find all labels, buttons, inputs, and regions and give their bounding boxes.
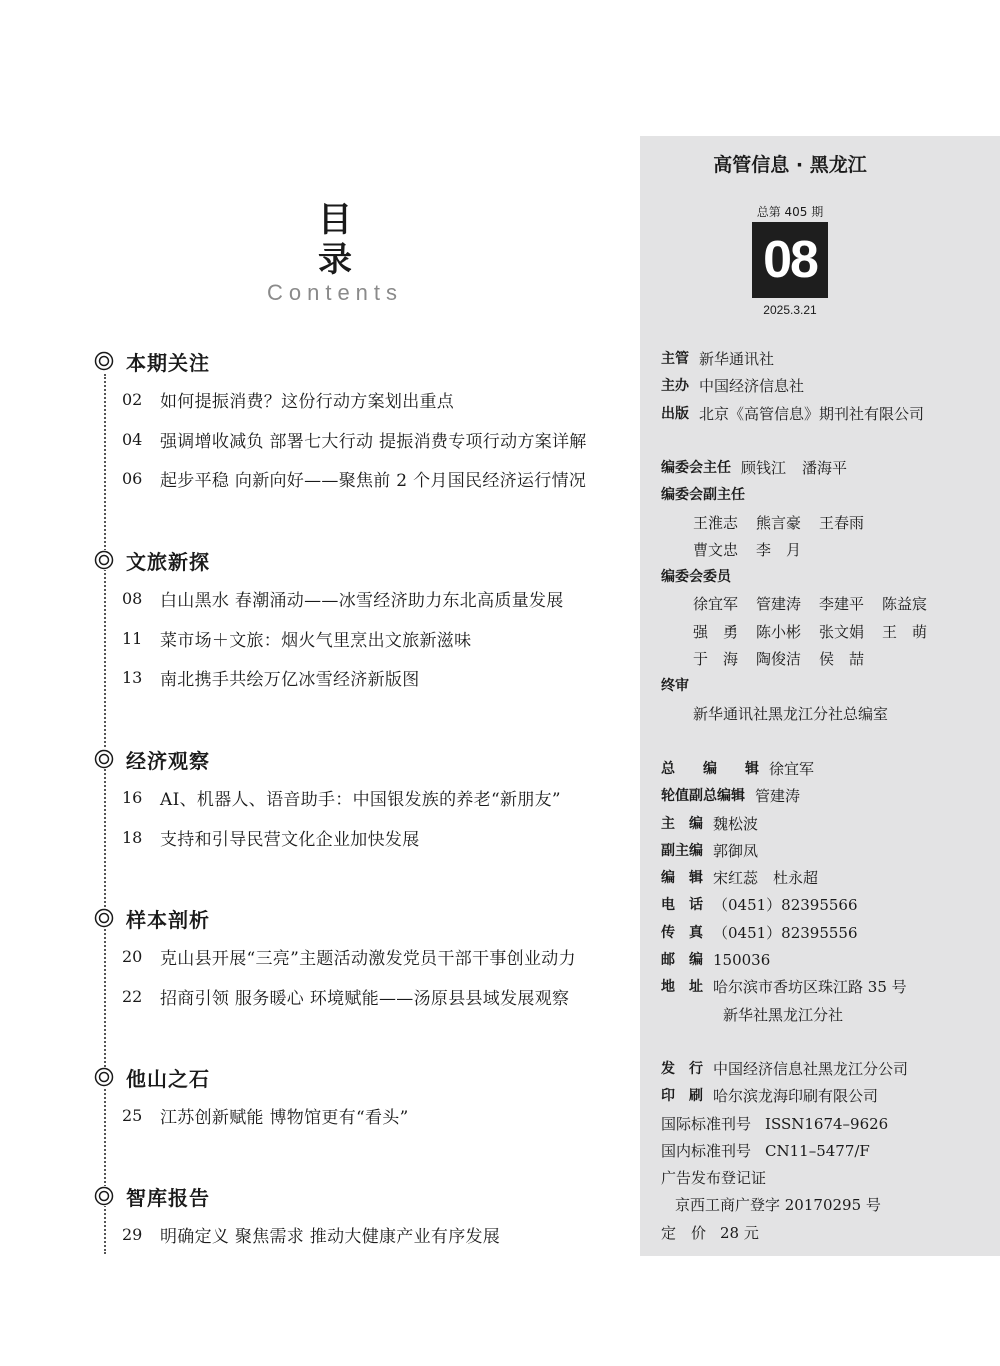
- double-circle-bullet-icon: [94, 749, 114, 769]
- toc-title-en: Contents: [266, 280, 404, 305]
- toc-entry-page: 04: [122, 429, 143, 449]
- toc-section-header: [94, 903, 576, 933]
- toc-section-title: 样本剖析: [126, 907, 210, 932]
- toc-section: [94, 545, 564, 698]
- double-circle-bullet-icon: [94, 351, 114, 371]
- toc-entry-page: 22: [122, 986, 143, 1006]
- editorial-row: 电 话 （0451）82395566: [661, 896, 858, 915]
- toc-section-header: [94, 545, 564, 575]
- toc-section-title: 经济观察: [126, 748, 210, 773]
- publisher-block: [661, 346, 924, 428]
- issn-row: 国际标准刊号 ISSN1674–9626: [661, 1114, 889, 1133]
- committee-names-row: 徐宜军 管建涛 李建平 陈益宸: [693, 595, 928, 614]
- final-review-label: 终审: [661, 678, 689, 695]
- toc-entry[interactable]: [94, 420, 587, 460]
- toc-entry-page: 29: [122, 1225, 143, 1245]
- toc-entry[interactable]: [94, 937, 576, 977]
- toc-entry-title: 白山黑水 春潮涌动——冰雪经济助力东北高质量发展: [160, 591, 564, 612]
- publisher-row: 出版 北京《高管信息》期刊社有限公司: [661, 404, 925, 423]
- toc-section-header: [94, 1062, 409, 1092]
- toc-entry[interactable]: [94, 1096, 409, 1136]
- toc-entry-title: 江苏创新赋能 博物馆更有“看头”: [160, 1108, 409, 1129]
- toc-entry-title: 克山县开展“三亮”主题活动激发党员干部干事创业动力: [160, 949, 576, 970]
- total-issue-number: 总第 405 期: [756, 205, 824, 219]
- magazine-name: 高管信息 · 黑龙江: [713, 154, 867, 176]
- toc-entry-title: 起步平稳 向新向好——聚焦前 2 个月国民经济运行情况: [160, 471, 587, 492]
- editorial-row: 主 编 魏松波: [661, 814, 759, 833]
- toc-section-title: 他山之石: [126, 1066, 210, 1091]
- toc-section: [94, 744, 561, 857]
- toc-entry[interactable]: [94, 977, 576, 1017]
- double-circle-bullet-icon: [94, 1067, 114, 1087]
- toc-entry-title: 南北携手共绘万亿冰雪经济新版图: [160, 670, 420, 691]
- double-circle-bullet-icon: [94, 550, 114, 570]
- toc-section-header: [94, 346, 587, 376]
- editorial-block: [661, 756, 907, 1029]
- committee-block: 编委会主任 顾钱江 潘海平 编委会副主任 王淮志 熊言豪 王春雨 曹文忠 李 月 编委会委员 徐宜军 管建涛 李建平 陈益宸 强 勇 陈小彬 张文娟 王 萌 于 海 陶俊洁 侯 喆 终审 新华通讯社黑龙江分社总编室: [661, 455, 945, 728]
- committee-deputy-label: 编委会副主任: [661, 487, 745, 504]
- toc-heading: [250, 200, 438, 306]
- toc-entry[interactable]: [94, 818, 561, 858]
- toc-entry[interactable]: [94, 619, 564, 659]
- toc-entry-page: 02: [122, 390, 143, 410]
- ad-license-value: 京西工商广登字 20170295 号: [675, 1196, 881, 1215]
- ad-license-label: 广告发布登记证: [661, 1169, 767, 1188]
- toc-entry-title: 支持和引导民营文化企业加快发展: [160, 829, 420, 850]
- toc-entry-page: 25: [122, 1106, 143, 1126]
- toc-entry-title: 明确定义 聚焦需求 推动大健康产业有序发展: [160, 1227, 501, 1248]
- price-row: 定 价 28 元: [661, 1223, 759, 1242]
- committee-members-label: 编委会委员: [661, 569, 731, 586]
- committee-names-row: 王淮志 熊言豪 王春雨: [693, 513, 865, 532]
- distribution-row: 发 行 中国经济信息社黑龙江分公司: [661, 1060, 909, 1078]
- toc-entry[interactable]: [94, 778, 561, 818]
- toc-section-header: [94, 744, 561, 774]
- address-line-2: 新华社黑龙江分社: [723, 1005, 844, 1024]
- issue-number-badge: 08: [752, 222, 828, 298]
- editorial-row: 传 真 （0451）82395556: [661, 923, 858, 942]
- committee-names-row: 于 海 陶俊洁 侯 喆: [693, 650, 865, 669]
- issue-date: 2025.3.21: [763, 303, 817, 317]
- toc-entry[interactable]: [94, 459, 587, 499]
- toc-entry-page: 13: [122, 668, 143, 688]
- toc-section: [94, 903, 576, 1016]
- toc-entry-page: 11: [122, 628, 143, 648]
- toc-title-cn: 目 录: [318, 200, 438, 280]
- final-review-value: 新华通讯社黑龙江分社总编室: [693, 704, 889, 723]
- toc-entry[interactable]: [94, 380, 587, 420]
- distribution-row: 印 刷 哈尔滨龙海印刷有限公司: [661, 1087, 879, 1106]
- toc-section-title: 文旅新探: [126, 549, 210, 574]
- committee-director-label: 编委会主任: [661, 460, 731, 476]
- editorial-row: 邮 编 150036: [661, 951, 771, 970]
- toc-section-title: 智库报告: [126, 1185, 210, 1210]
- toc-entry-page: 18: [122, 827, 143, 847]
- toc-section-header: [94, 1181, 500, 1211]
- cn-row: 国内标准刊号 CN11–5477/F: [661, 1141, 870, 1160]
- editorial-row: 副主编 郭御凤: [661, 841, 759, 860]
- toc-section-title: 本期关注: [126, 350, 210, 375]
- committee-names-row: 强 勇 陈小彬 张文娟 王 萌: [693, 622, 928, 641]
- toc-entry-page: 06: [122, 469, 143, 489]
- toc-entry-title: 如何提振消费？这份行动方案划出重点: [160, 392, 455, 413]
- toc-entry[interactable]: [94, 579, 564, 619]
- toc-entry-page: 08: [122, 589, 143, 609]
- toc-entry-title: AI、机器人、语音助手：中国银发族的养老“新朋友”: [160, 790, 561, 811]
- distribution-block: [661, 1056, 908, 1247]
- toc-entry-title: 菜市场＋文旅：烟火气里烹出文旅新滋味: [160, 630, 472, 651]
- editorial-row: 轮值副总编辑 管建涛: [661, 787, 801, 806]
- double-circle-bullet-icon: [94, 908, 114, 928]
- editorial-row: 地 址 哈尔滨市香坊区珠江路 35 号: [661, 978, 907, 997]
- toc-entry-title: 强调增收减负 部署七大行动 提振消费专项行动方案详解: [160, 431, 587, 452]
- committee-names-row: 曹文忠 李 月: [693, 540, 802, 559]
- toc-section: [94, 1181, 500, 1255]
- toc-section: [94, 346, 587, 499]
- toc-entry-page: 20: [122, 947, 143, 967]
- toc-section: [94, 1062, 409, 1136]
- publisher-row: 主管 新华通讯社: [661, 350, 775, 368]
- toc-entry[interactable]: [94, 1215, 500, 1255]
- publisher-row: 主办 中国经济信息社: [661, 377, 805, 396]
- double-circle-bullet-icon: [94, 1186, 114, 1206]
- toc-entry-title: 招商引领 服务暖心 环境赋能——汤原县县域发展观察: [160, 988, 570, 1009]
- editorial-row: 编 辑 宋红蕊 杜永超: [661, 869, 819, 888]
- toc-entry-page: 16: [122, 788, 143, 808]
- toc-entry[interactable]: [94, 658, 564, 698]
- editorial-row: 总 编 辑 徐宜军: [661, 760, 815, 778]
